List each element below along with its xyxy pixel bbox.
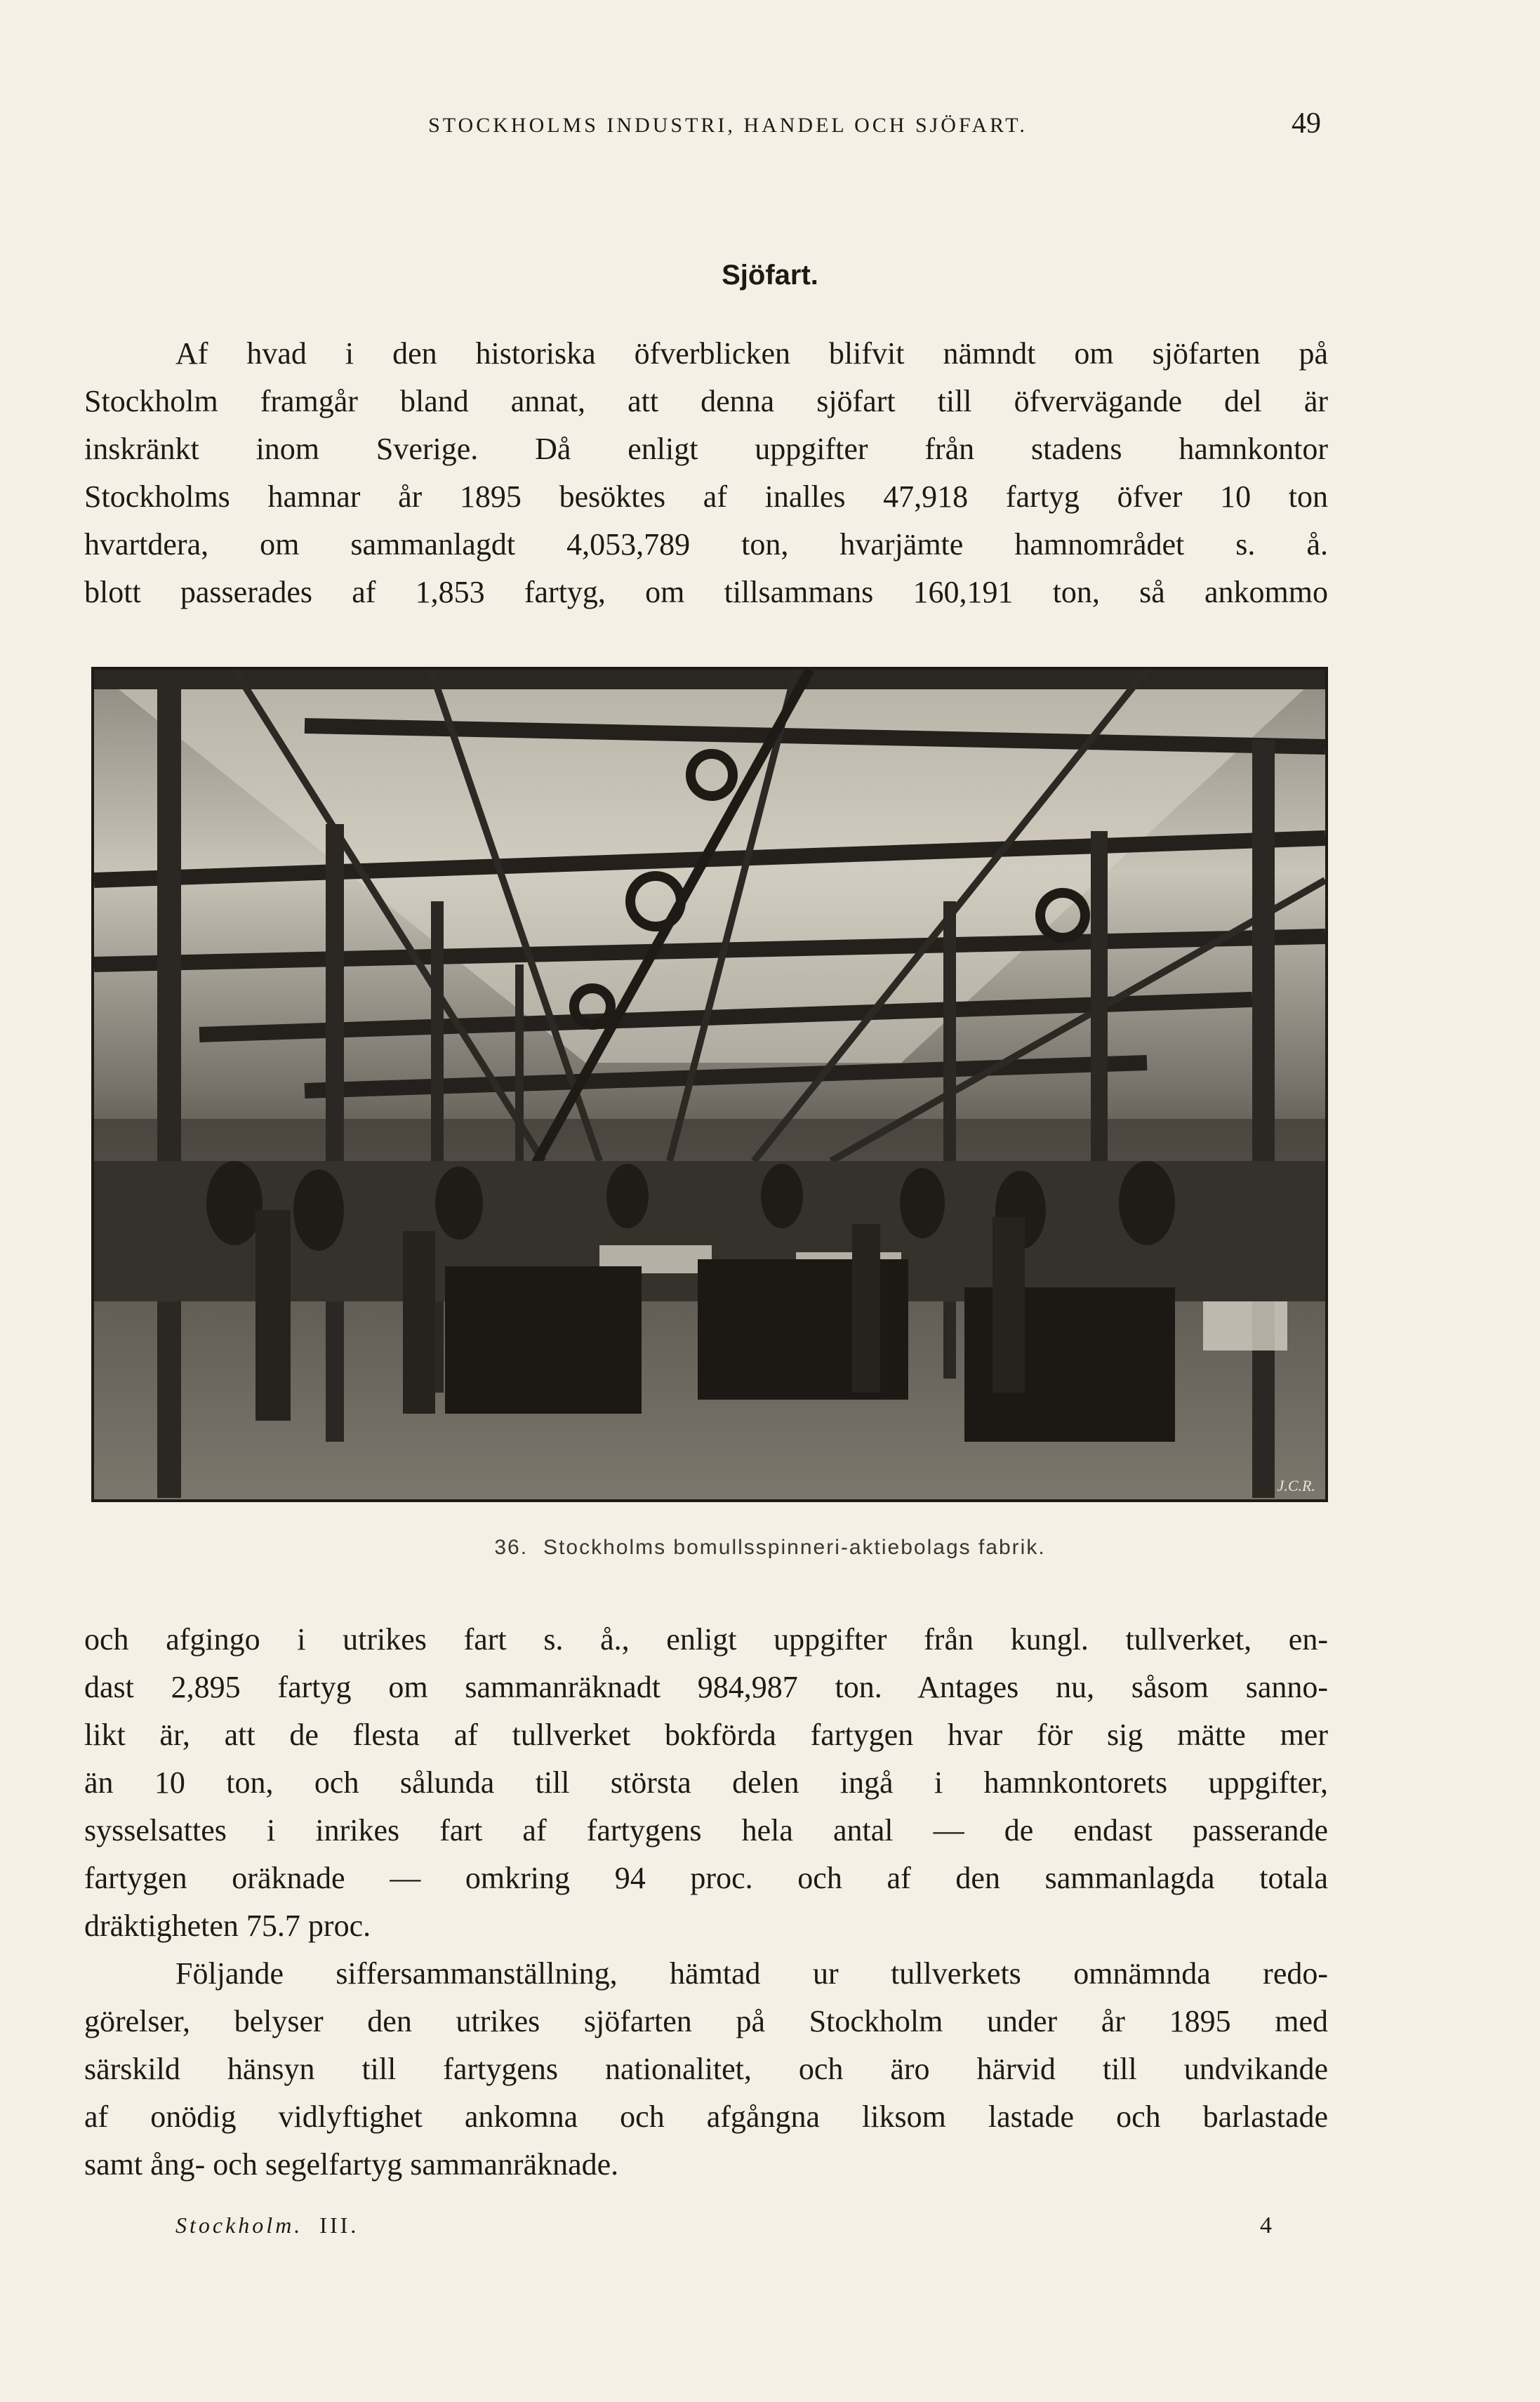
text-line: inskränkt inom Sverige. Då enligt uppgifter från stadens hamnkontor <box>84 432 1328 466</box>
factory-interior-illustration <box>94 670 1325 1499</box>
text-line: och afgingo i utrikes fart s. å., enligt uppgifter från kungl. tullverket, en- <box>84 1622 1328 1657</box>
text-line: sysselsattes i inrikes fart af fartygens hela antal — de endast passerande <box>84 1813 1328 1847</box>
text-line: blott passerades af 1,853 fartyg, om tillsammans 160,191 ton, så ankommo <box>84 575 1328 609</box>
footer-volume-number: III. <box>319 2212 359 2238</box>
footer-volume <box>175 2212 359 2238</box>
text-line: samt ång- och segelfartyg sammanräknade. <box>84 2147 619 2182</box>
figure-number: 36. <box>494 1536 529 1559</box>
factory-photograph <box>91 667 1328 1502</box>
engraver-signature: J.C.R. <box>1277 1477 1315 1494</box>
text-line: dräktigheten 75.7 proc. <box>84 1909 371 1943</box>
footer-city: Stockholm. <box>175 2212 303 2238</box>
text-line: dast 2,895 fartyg om sammanräknadt 984,987 ton. Antages nu, såsom sanno- <box>84 1670 1328 1704</box>
figure-caption-text: Stockholms bomullsspinneri-aktiebolags fabrik. <box>543 1536 1046 1559</box>
page-number: 49 <box>1292 107 1321 140</box>
text-line: särskild hänsyn till fartygens nationalitet, och äro härvid till undvikande <box>84 2052 1328 2086</box>
running-head: STOCKHOLMS INDUSTRI, HANDEL OCH SJÖFART. <box>428 114 1028 137</box>
text-line: Stockholm framgår bland annat, att denna sjöfart till öfvervägande del är <box>84 384 1328 418</box>
paragraph-2 <box>84 1616 1328 1950</box>
signature-mark: 4 <box>1260 2212 1272 2238</box>
section-title: Sjöfart. <box>722 260 818 291</box>
paragraph-3 <box>84 1950 1328 2189</box>
text-line: hvartdera, om sammanlagdt 4,053,789 ton, hvarjämte hamnområdet s. å. <box>84 527 1328 562</box>
text-line: likt är, att de flesta af tullverket bokförda fartygen hvar för sig mätte mer <box>84 1718 1328 1752</box>
text-line: Af hvad i den historiska öfverblicken blifvit nämndt om sjöfarten på <box>175 336 1328 371</box>
paragraph-1 <box>84 330 1328 616</box>
figure-caption <box>0 1536 1540 1560</box>
text-line: Stockholms hamnar år 1895 besöktes af inalles 47,918 fartyg öfver 10 ton <box>84 479 1328 514</box>
text-line: fartygen oräknade — omkring 94 proc. och af den sammanlagda totala <box>84 1861 1328 1895</box>
text-line: än 10 ton, och sålunda till största delen ingå i hamnkontorets uppgifter, <box>84 1765 1328 1800</box>
text-line: Följande siffersammanställning, hämtad ur tullverkets omnämnda redo- <box>175 1956 1328 1991</box>
text-line: af onödig vidlyftighet ankomna och afgångna liksom lastade och barlastade <box>84 2099 1328 2134</box>
text-line: görelser, belyser den utrikes sjöfarten på Stockholm under år 1895 med <box>84 2004 1328 2038</box>
